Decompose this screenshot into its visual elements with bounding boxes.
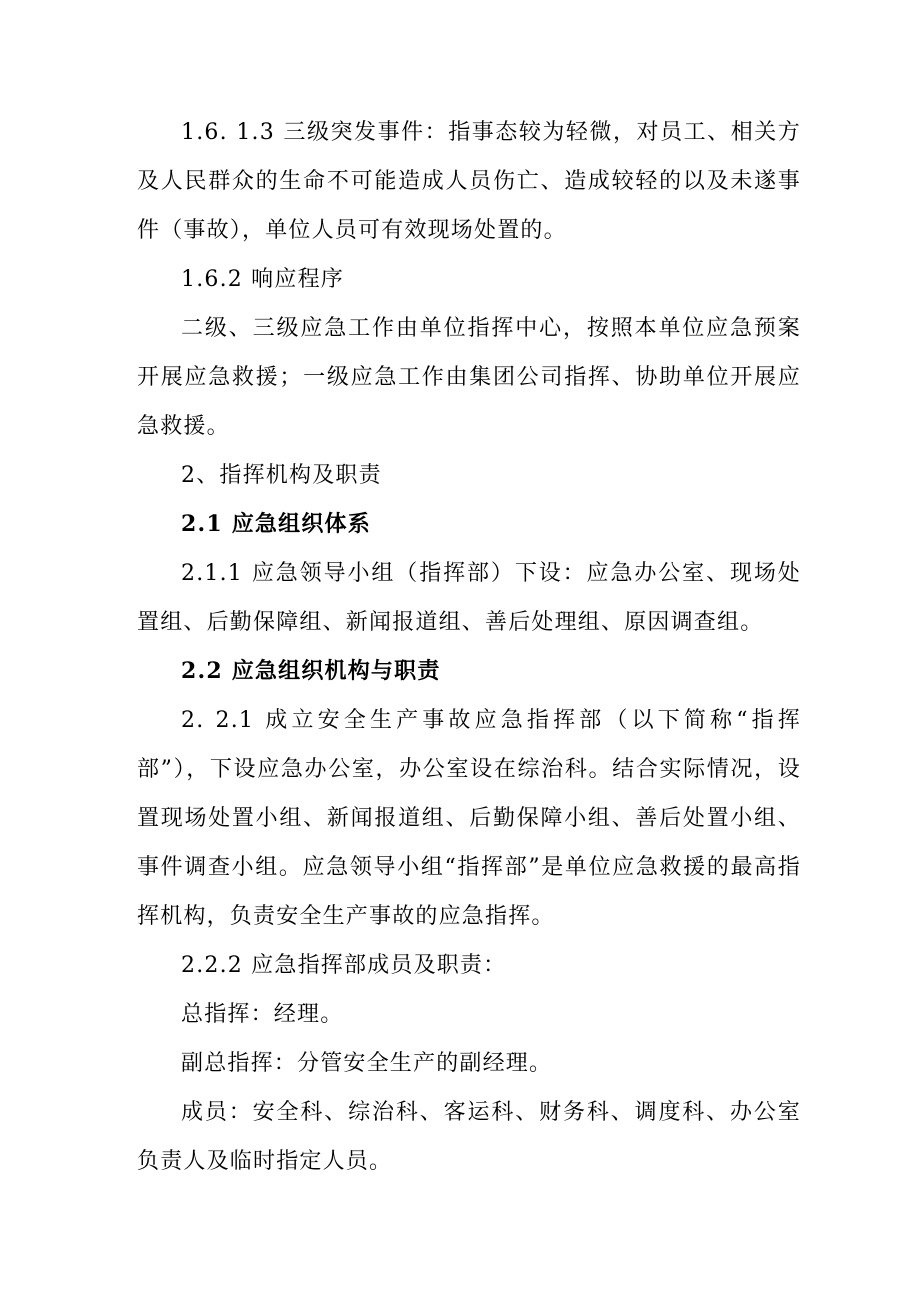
paragraph-commander: 总指挥：经理。 bbox=[181, 1002, 344, 1027]
paragraph-members-duties-heading: 2.2.2 应急指挥部成员及职责： bbox=[181, 953, 507, 978]
section-heading-org-duties: 2.2 应急组织机构与职责 bbox=[181, 658, 441, 684]
paragraph-response-procedure-heading: 1.6.2 响应程序 bbox=[181, 267, 344, 292]
section-heading-org-system: 2.1 应急组织体系 bbox=[181, 511, 371, 537]
section-heading-command-structure: 2、指挥机构及职责 bbox=[181, 463, 382, 488]
paragraph-response-procedure: 二级、三级应急工作由单位指挥中心，按照本单位应急预案开展应急救援；一级应急工作由集团公司指挥、协助单位开展应急救援。 bbox=[137, 316, 801, 439]
paragraph-members: 成员：安全科、综治科、客运科、财务科、调度科、办公室负责人及临时指定人员。 bbox=[137, 1100, 801, 1174]
paragraph-leadership-group: 2.1.1 应急领导小组（指挥部）下设：应急办公室、现场处置组、后勤保障组、新闻报道组、善后处理组、原因调查组。 bbox=[137, 561, 801, 635]
paragraph-level3-event: 1.6. 1.3 三级突发事件：指事态较为轻微，对员工、相关方及人民群众的生命不可能造成人员伤亡、造成较轻的以及未遂事件（事故），单位人员可有效现场处置的。 bbox=[137, 120, 801, 243]
document-page bbox=[137, 108, 801, 1186]
paragraph-deputy-commander: 副总指挥：分管安全生产的副经理。 bbox=[181, 1051, 553, 1076]
paragraph-command-center: 2. 2.1 成立安全生产事故应急指挥部（以下简称“指挥部”），下设应急办公室，办公室设在综治科。结合实际情况，设置现场处置小组、新闻报道组、后勤保障小组、善后处置小组、事件调查小组。应急领导小组“指挥部”是单位应急救援的最高指挥机构，负责安全生产事故的应急指挥。 bbox=[137, 708, 801, 929]
